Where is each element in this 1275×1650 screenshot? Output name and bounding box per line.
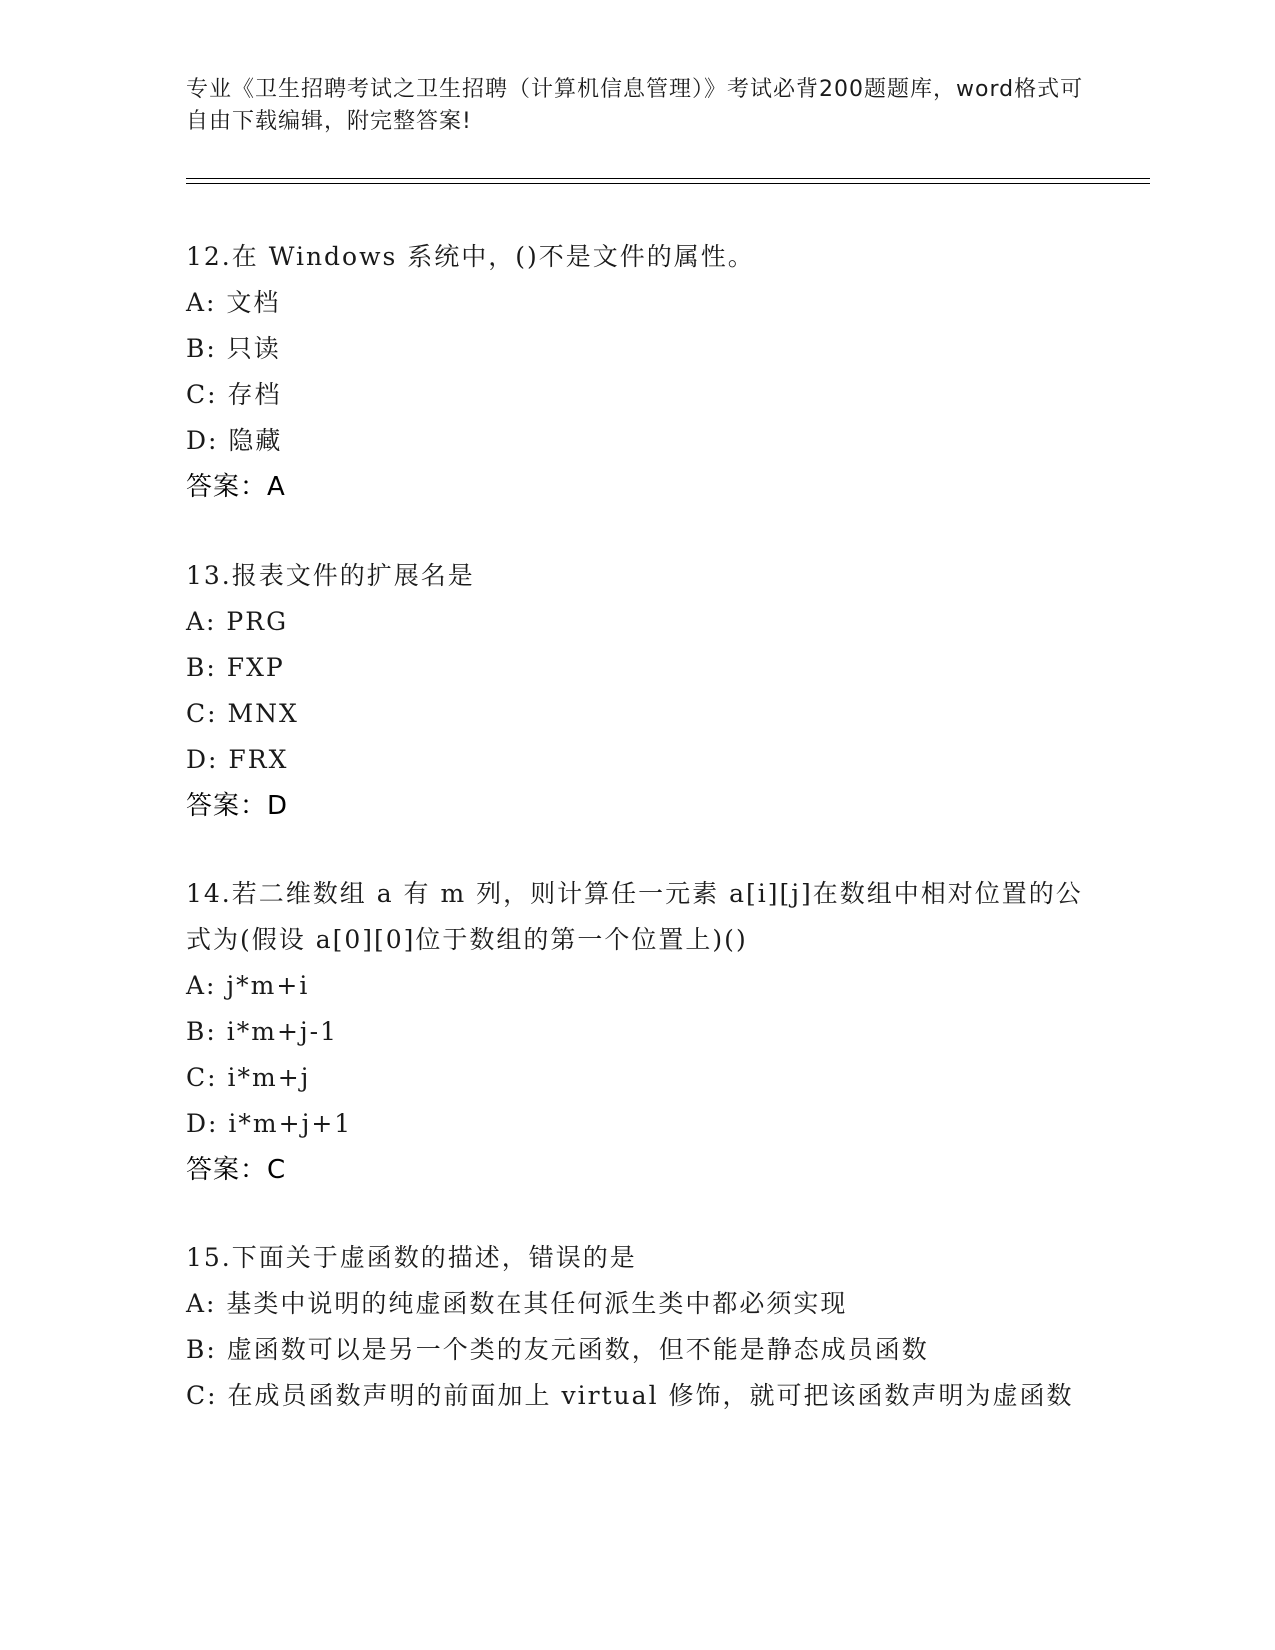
option-b: B: 只读 <box>186 334 281 363</box>
question-stem: 12.在 Windows 系统中，()不是文件的属性。 <box>186 242 755 271</box>
option-c: C: 存档 <box>186 380 282 409</box>
answer-line: 答案：C <box>186 1155 287 1185</box>
option-c: C: MNX <box>186 699 299 728</box>
question-12 <box>186 234 1106 510</box>
header-divider-bottom <box>186 183 1150 184</box>
header-divider-top <box>186 178 1150 179</box>
option-b: B: FXP <box>186 653 285 682</box>
option-d: D: FRX <box>186 745 289 774</box>
option-a: A: j*m+i <box>186 971 310 1000</box>
answer-line: 答案：A <box>186 472 286 502</box>
question-13 <box>186 553 1106 829</box>
question-stem: 13.报表文件的扩展名是 <box>186 561 475 590</box>
question-14 <box>186 871 1106 1193</box>
option-c: C: i*m+j <box>186 1063 311 1092</box>
option-b: B: 虚函数可以是另一个类的友元函数，但不能是静态成员函数 <box>186 1335 929 1364</box>
option-c: C: 在成员函数声明的前面加上 virtual 修饰，就可把该函数声明为虚函数 <box>186 1381 1074 1410</box>
answer-line: 答案：D <box>186 791 289 821</box>
option-a: A: 基类中说明的纯虚函数在其任何派生类中都必须实现 <box>186 1289 848 1318</box>
document-header: 专业《卫生招聘考试之卫生招聘（计算机信息管理）》考试必背200题题库，word格式可自由下载编辑，附完整答案! <box>186 77 1084 134</box>
option-d: D: 隐藏 <box>186 426 283 455</box>
question-stem: 14.若二维数组 a 有 m 列，则计算任一元素 a[i][j]在数组中相对位置的公式为(假设 a[0][0]位于数组的第一个位置上)() <box>186 879 1083 954</box>
question-stem: 15.下面关于虚函数的描述，错误的是 <box>186 1243 637 1272</box>
question-15 <box>186 1235 1106 1419</box>
option-b: B: i*m+j-1 <box>186 1017 338 1046</box>
option-a: A: 文档 <box>186 288 281 317</box>
option-a: A: PRG <box>186 607 289 636</box>
option-d: D: i*m+j+1 <box>186 1109 353 1138</box>
